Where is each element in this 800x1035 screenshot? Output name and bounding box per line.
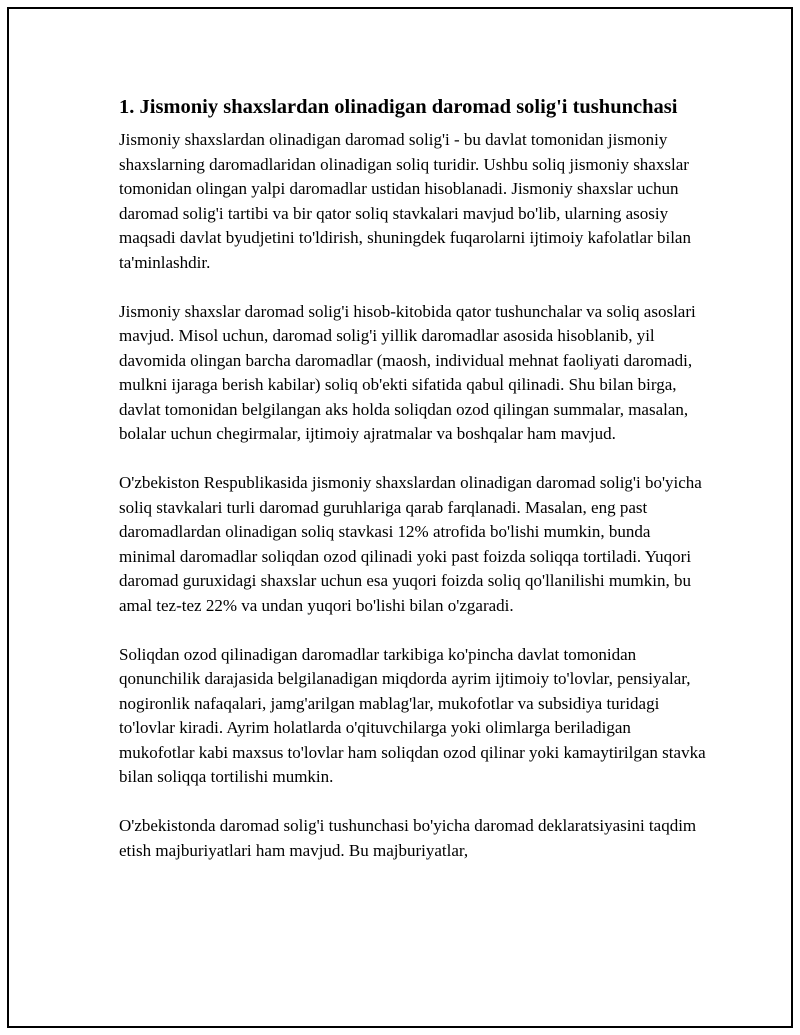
paragraph-2: Jismoniy shaxslar daromad solig'i hisob-kitobida qator tushunchalar va soliq asoslari mavjud. Misol uchun, daromad solig'i yillik daromadlar asosida hisoblanib, yil davomida olingan barcha daromadlar (maosh, individual mehnat faoliyati daromadi, mulkni ijaraga berish kabilar) soliq ob'ekti sifatida qabul qilinadi. Shu bilan birga, davlat tomonidan belgilangan aks holda soliqdan ozod qilingan summalar, masalan, bolalar uchun chegirmalar, ijtimoiy ajratmalar va boshqalar ham mavjud. bbox=[119, 301, 696, 443]
page-frame bbox=[7, 7, 793, 1028]
paragraph-5: O'zbekistonda daromad solig'i tushunchasi bo'yicha daromad deklaratsiyasini taqdim etish majburiyatlari ham mavjud. Bu majburiyatlar, bbox=[119, 816, 697, 860]
paragraph-3: O'zbekiston Respublikasida jismoniy shaxslardan olinadigan daromad solig'i bo'yicha soliq stavkalari turli daromad guruhlariga qarab farqlanadi. Masalan, eng past daromadlardan olinadigan soliq stavkasi 12% atrofida bo'lishi mumkin, bunda minimal daromadlar soliqdan ozod qilinadi yoki past foizda soliqqa tortiladi. Yuqori daromad guruxidagi shaxslar uchun esa yuqori foizda soliq qo'llanilishi mumkin, bu amal tez-tez 22% va undan yuqori bo'lishi bilan o'zgaradi. bbox=[119, 473, 702, 615]
paragraph-1: Jismoniy shaxslardan olinadigan daromad solig'i - bu davlat tomonidan jismoniy shaxslarning daromadlaridan olinadigan soliq turidir. Ushbu soliq jismoniy shaxslar tomonidan olingan yalpi daromadlar ustidan hisoblanadi. Jismoniy shaxslar uchun daromad solig'i tartibi va bir qator soliq stavkalari mavjud bo'lib, ularning asosiy maqsadi davlat byudjetini to'ldirish, shuningdek fuqarolarni ijtimoiy kafolatlar bilan ta'minlashdir. bbox=[119, 130, 691, 272]
document-body bbox=[119, 93, 709, 888]
paragraph-4: Soliqdan ozod qilinadigan daromadlar tarkibiga ko'pincha davlat tomonidan qonunchilik darajasida belgilanadigan miqdorda ayrim ijtimoiy to'lovlar, pensiyalar, nogironlik nafaqalari, jamg'arilgan mablag'lar, mukofotlar va subsidiya turidagi to'lovlar kiradi. Ayrim holatlarda o'qituvchilarga yoki olimlarga beriladigan mukofotlar kabi maxsus to'lovlar ham soliqdan ozod qilinar yoki kamaytirilgan stavka bilan soliqqa tortilishi mumkin. bbox=[119, 644, 706, 786]
section-heading: 1. Jismoniy shaxslardan olinadigan daromad solig'i tushunchasi bbox=[119, 96, 678, 118]
